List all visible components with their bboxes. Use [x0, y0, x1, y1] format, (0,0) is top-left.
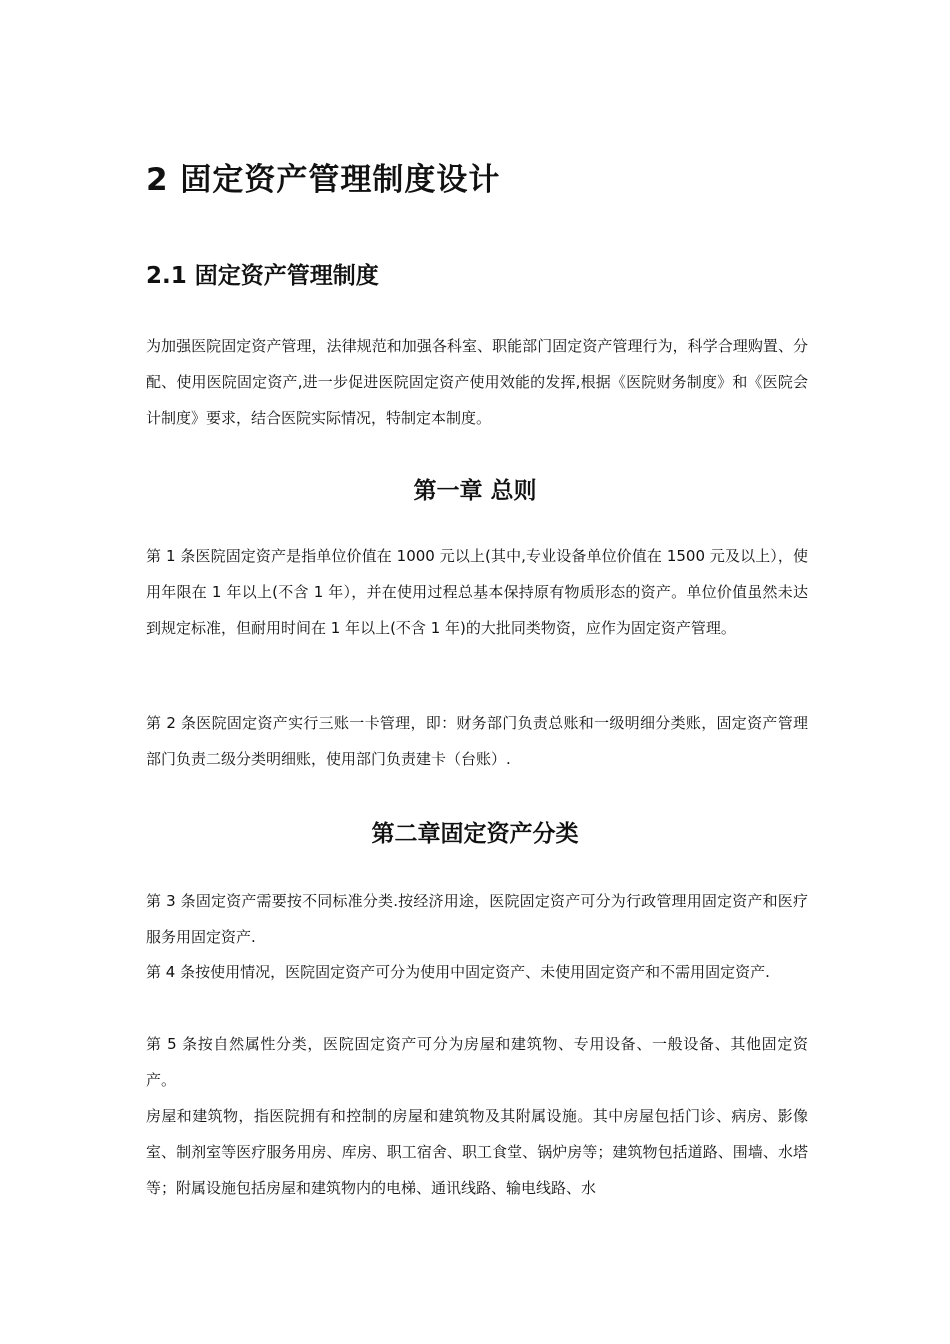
article-5: 第 5 条按自然属性分类，医院固定资产可分为房屋和建筑物、专用设备、一般设备、其他固定资产。 [146, 1035, 808, 1089]
intro-paragraph: 为加强医院固定资产管理，法律规范和加强各科室、职能部门固定资产管理行为，科学合理购置、分配、使用医院固定资产,进一步促进医院固定资产使用效能的发挥,根据《医院财务制度》和《医院会计制度》要求，结合医院实际情况，特制定本制度。 [146, 337, 808, 427]
article-3: 第 3 条固定资产需要按不同标准分类.按经济用途，医院固定资产可分为行政管理用固定资产和医疗服务用固定资产. [146, 892, 808, 946]
article-4: 第 4 条按使用情况，医院固定资产可分为使用中固定资产、未使用固定资产和不需用固定资产. [146, 963, 770, 981]
page-title: 2 固定资产管理制度设计 [146, 162, 501, 198]
chapter-2-heading: 第二章固定资产分类 [371, 821, 579, 847]
article-1: 第 1 条医院固定资产是指单位价值在 1000 元以上(其中,专业设备单位价值在 1500 元及以上），使用年限在 1 年以上(不含 1 年），并在使用过程总基本保持原有物质形态的资产。单位价值虽然未达到规定标准，但耐用时间在 1 年以上(不含 1 年)的大批同类物资，应作为固定资产管理。 [146, 547, 808, 637]
section-heading: 2.1 固定资产管理制度 [146, 263, 379, 289]
article-2: 第 2 条医院固定资产实行三账一卡管理，即：财务部门负责总账和一级明细分类账，固定资产管理部门负责二级分类明细账，使用部门负责建卡（台账）. [146, 714, 808, 768]
buildings-paragraph: 房屋和建筑物，指医院拥有和控制的房屋和建筑物及其附属设施。其中房屋包括门诊、病房、影像室、制剂室等医疗服务用房、库房、职工宿舍、职工食堂、锅炉房等；建筑物包括道路、围墙、水塔等；附属设施包括房屋和建筑物内的电梯、通讯线路、输电线路、水 [146, 1107, 808, 1197]
chapter-1-heading: 第一章 总则 [413, 478, 537, 504]
